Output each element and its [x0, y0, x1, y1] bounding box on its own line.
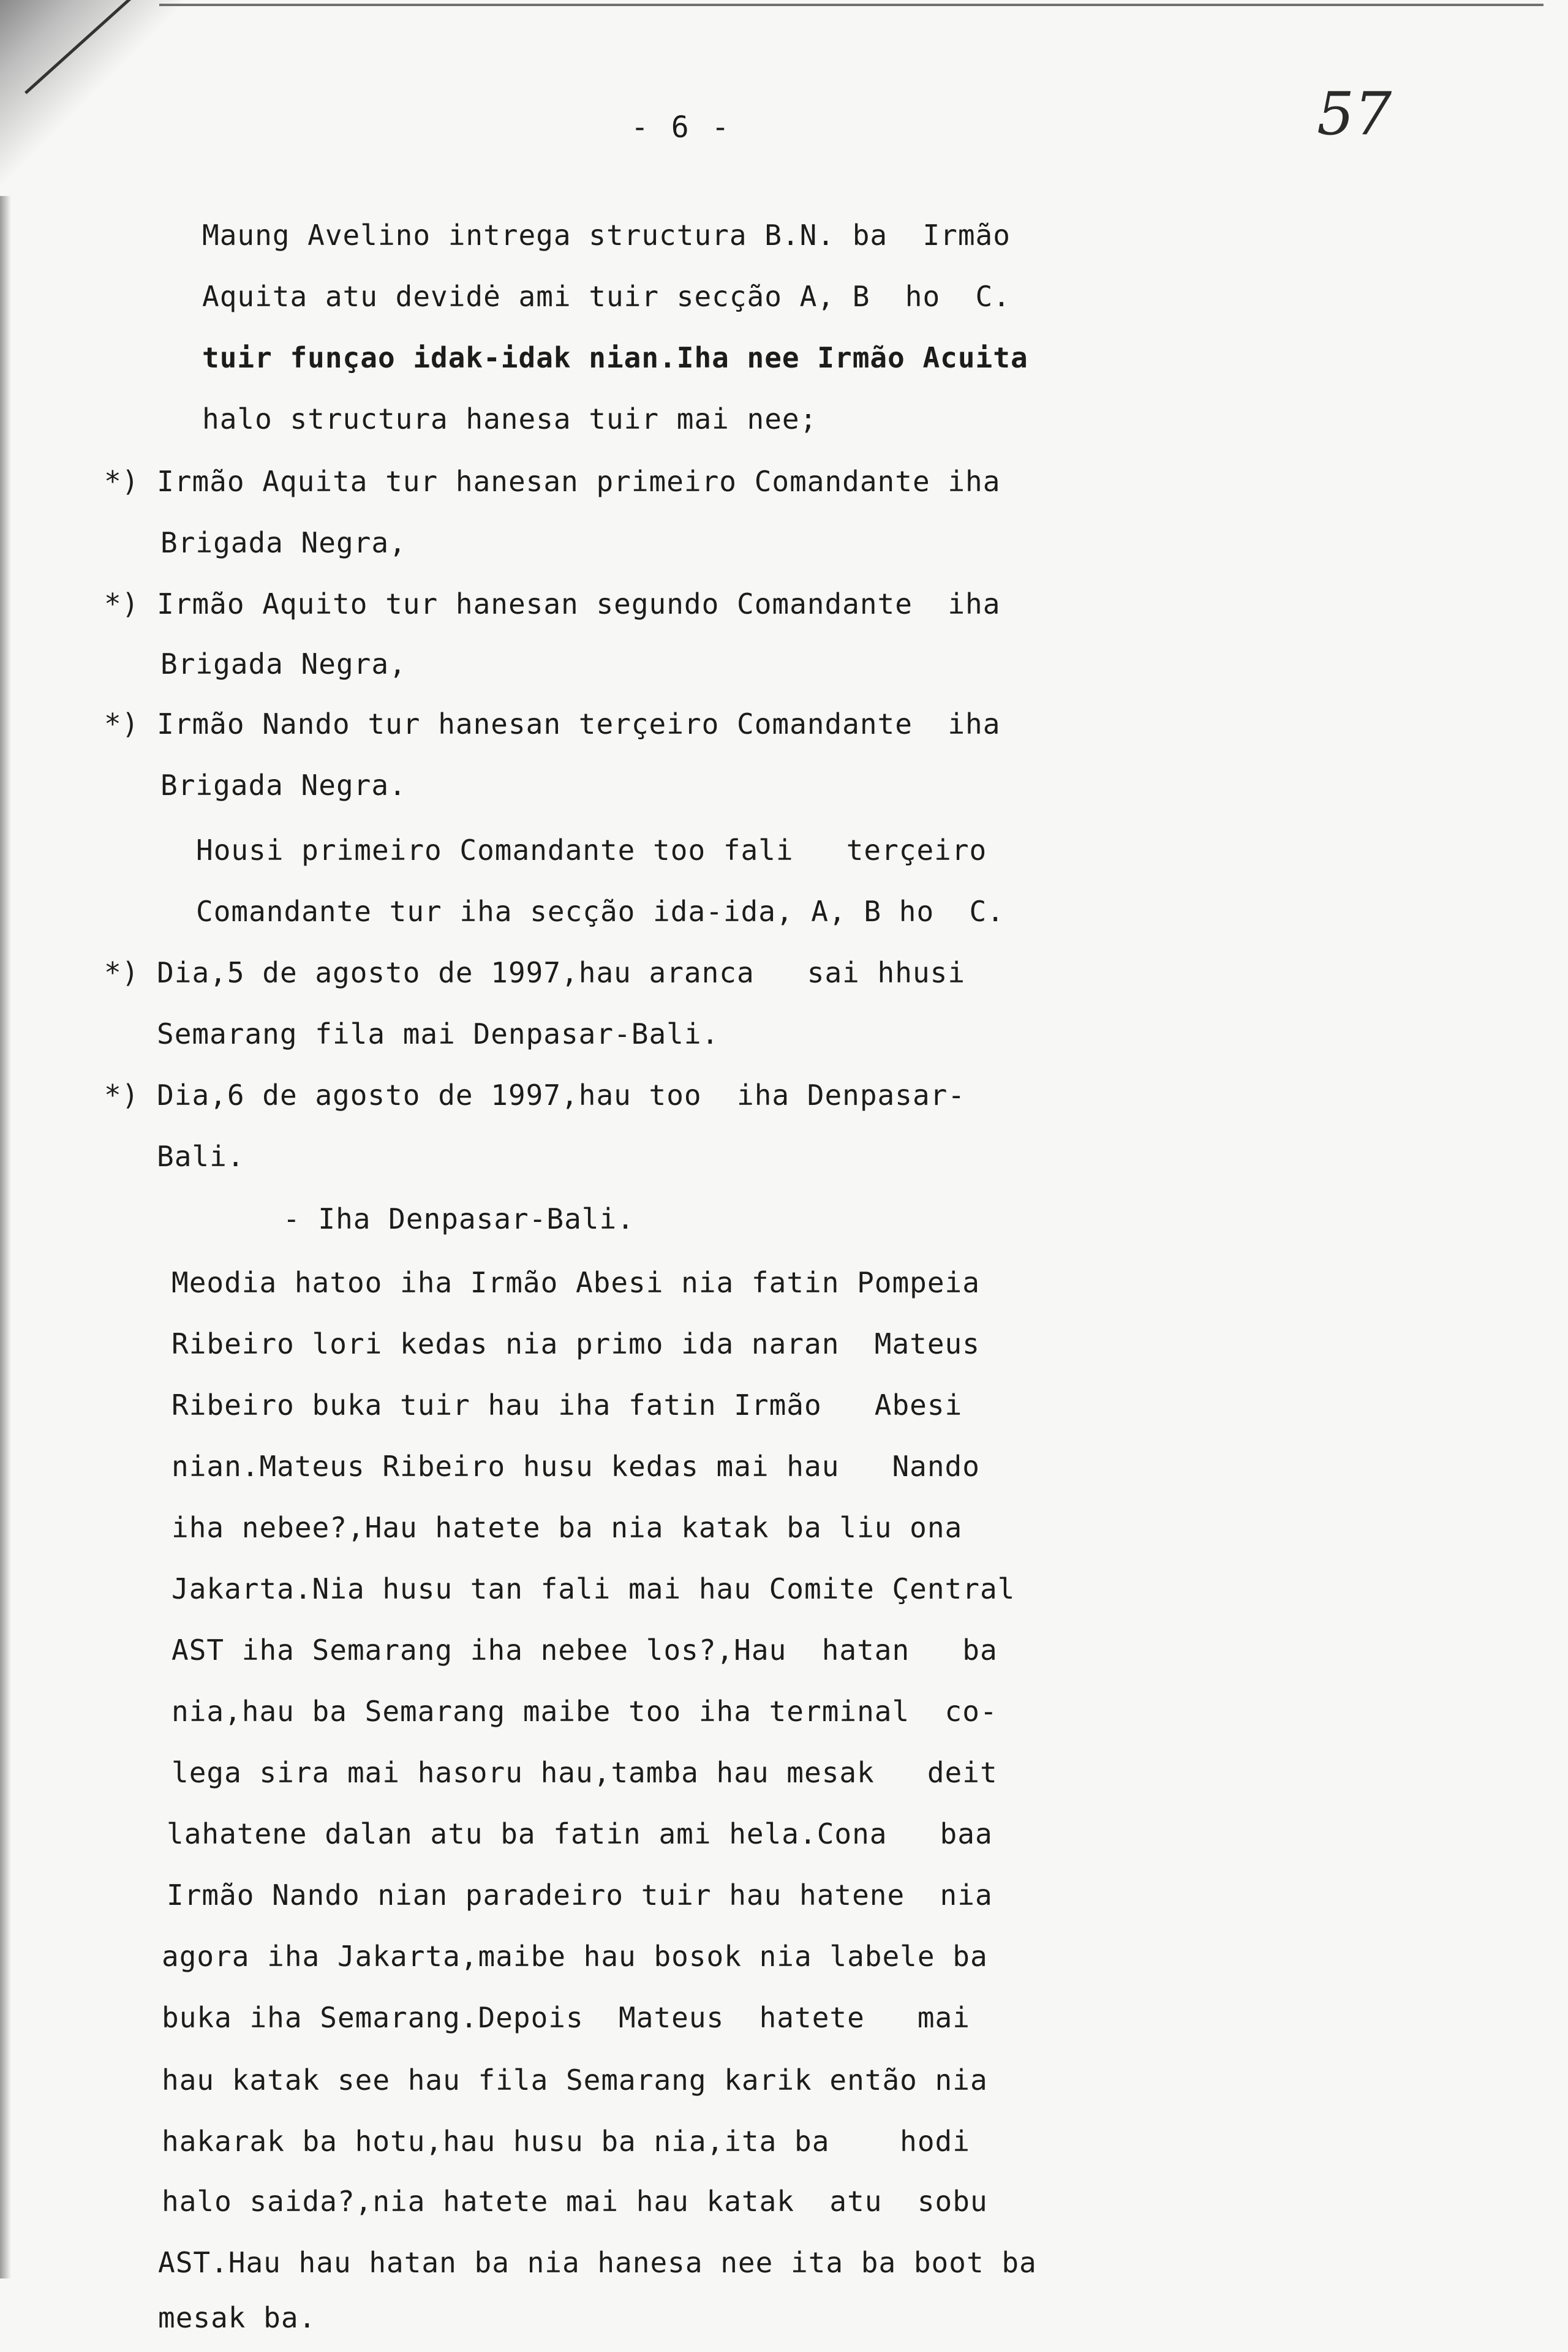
text-line: AST iha Semarang iha nebee los?,Hau hatan ba: [172, 1634, 998, 1667]
text-line: Irmão Nando nian paradeiro tuir hau hatene nia: [167, 1879, 993, 1912]
bullet-line: *) Irmão Nando tur hanesan terçeiro Comandante iha: [104, 707, 1001, 741]
scan-top-edge: [159, 4, 1544, 12]
scan-left-edge: [0, 196, 11, 2278]
text-line: halo saida?,nia hatete mai hau katak atu sobu: [162, 2185, 988, 2218]
text-line: hakarak ba hotu,hau husu ba nia,ita ba hodi: [162, 2125, 970, 2158]
text-line: Meodia hatoo iha Irmão Abesi nia fatin Pompeia: [172, 1266, 980, 1299]
bullet-line: *) Dia,5 de agosto de 1997,hau aranca sai hhusi: [104, 956, 966, 989]
text-line: Comandante tur iha secção ida-ida, A, B ho C.: [196, 895, 1005, 928]
text-line: Jakarta.Nia husu tan fali mai hau Comite Çentral: [172, 1572, 1016, 1605]
text-line: iha nebee?,Hau hatete ba nia katak ba liu ona: [172, 1511, 963, 1544]
text-line: mesak ba.: [158, 2301, 317, 2334]
text-line: lahatene dalan atu ba fatin ami hela.Cona baa: [167, 1817, 993, 1850]
bullet-line: *) Dia,6 de agosto de 1997,hau too iha Denpasar-: [104, 1079, 966, 1112]
text-line: Brigada Negra,: [160, 526, 407, 559]
text-line: Maung Avelino intrega structura B.N. ba Irmão: [202, 219, 1011, 252]
text-line: Housi primeiro Comandante too fali terçeiro: [196, 834, 987, 867]
text-line: AST.Hau hau hatan ba nia hanesa nee ita ba boot ba: [158, 2246, 1037, 2279]
text-line: halo structura hanesa tuir mai nee;: [202, 402, 818, 435]
text-line: tuir funçao idak-idak nian.Iha nee Irmão Acuita: [202, 341, 1028, 374]
text-line: Bali.: [157, 1140, 245, 1173]
text-line: nia,hau ba Semarang maibe too iha terminal co-: [172, 1695, 998, 1728]
scan-corner-shadow: [0, 0, 221, 196]
section-heading: - Iha Denpasar-Bali.: [283, 1202, 635, 1235]
bullet-line: *) Irmão Aquita tur hanesan primeiro Comandante iha: [104, 465, 1001, 498]
text-line: nian.Mateus Ribeiro husu kedas mai hau Nando: [172, 1450, 980, 1483]
text-line: Brigada Negra,: [160, 647, 407, 680]
text-line: buka iha Semarang.Depois Mateus hatete mai: [162, 2001, 970, 2034]
text-line: Aquita atu devidė ami tuir secção A, B ho C.: [202, 280, 1011, 313]
handwritten-folio-number: 57: [1317, 80, 1392, 148]
text-line: agora iha Jakarta,maibe hau bosok nia labele ba: [162, 1940, 988, 1973]
text-line: Brigada Negra.: [160, 769, 407, 802]
text-line: lega sira mai hasoru hau,tamba hau mesak deit: [172, 1756, 998, 1789]
text-line: Semarang fila mai Denpasar-Bali.: [157, 1017, 720, 1050]
bullet-line: *) Irmão Aquito tur hanesan segundo Comandante iha: [104, 587, 1001, 620]
text-line: Ribeiro lori kedas nia primo ida naran Mateus: [172, 1327, 980, 1360]
text-line: Ribeiro buka tuir hau iha fatin Irmão Abesi: [172, 1389, 963, 1422]
text-line: hau katak see hau fila Semarang karik então nia: [162, 2064, 988, 2097]
page-number: - 6 -: [631, 110, 732, 145]
